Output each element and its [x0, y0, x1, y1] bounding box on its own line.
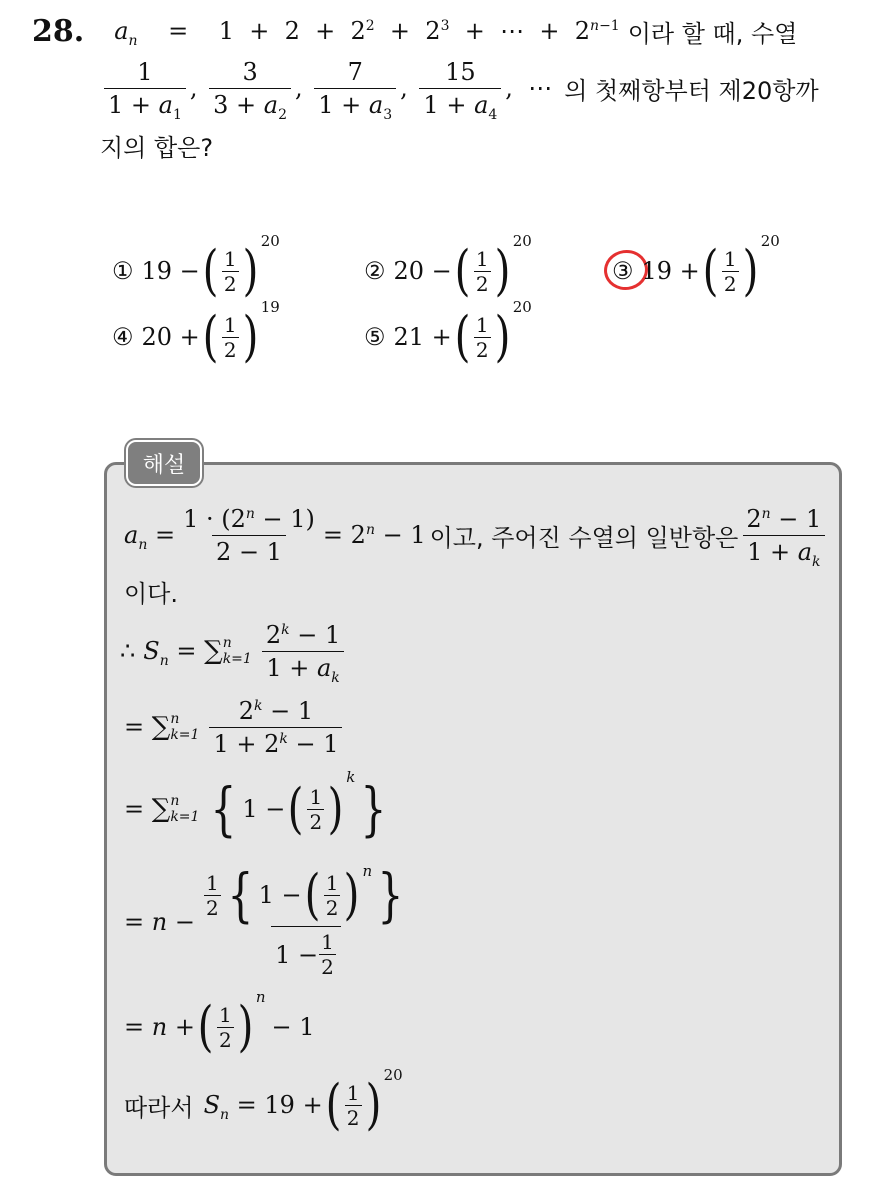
- solution-tab: 해설: [126, 440, 202, 486]
- choice-4-mark: ④: [112, 323, 134, 351]
- solution-line-2: 이다.: [124, 579, 178, 608]
- seq-term-2: $\frac{3}{3 + a_2}$: [209, 58, 291, 119]
- solution-text-1: 이고, 주어진 수열의 일반항은: [429, 523, 739, 552]
- seq-term-3: $\frac{7}{1 + a_3}$: [314, 58, 396, 119]
- question-line-1: [32, 14, 797, 48]
- solution-line-4: = ∑ n k=1 $\frac{2^k - 1}{1 + 2^k - 1}$: [124, 694, 346, 760]
- solution-line-7: = n + ( $\frac{1}{2}$ ) n − 1: [124, 988, 315, 1058]
- solution-final: 따라서 $S_n = 19$ + ( $\frac{1}{2}$ ) 20: [124, 1066, 403, 1136]
- choice-5[interactable]: ⑤ 21 + ( $\frac{1}{2}$ ) 20: [364, 298, 532, 368]
- solution-final-text: 따라서: [124, 1093, 194, 1122]
- sequence-definition: $a_n$ = $1 + 2 + 2^2 + 2^3$ + ⋯ + $2^{n-1}$: [114, 17, 620, 49]
- solution-line-6: = n − $\frac{1}{2}$ { 1 − ( $\frac{1}{2}$ ) n } 1 − $\frac{1}{2}$: [124, 861, 404, 979]
- question-text-2: 의 첫째항부터 제20항까: [564, 76, 819, 105]
- question-text-3: 지의 합은?: [100, 133, 214, 162]
- choice-2-mark: ②: [364, 257, 386, 285]
- ellipsis: ⋯: [528, 74, 553, 102]
- question-line-2: $\frac{1}{1 + a_1}$ , $\frac{3}{3 + a_2}$ , $\frac{7}{1 + a_3}$ , $\frac{15}{1 + a_4}$ , ⋯ 의 첫째항부터 제20항까: [100, 52, 819, 124]
- choice-5-mark: ⑤: [364, 323, 386, 351]
- question-number: 28.: [32, 13, 85, 49]
- choice-3[interactable]: ③ 19 + ( $\frac{1}{2}$ ) 20: [612, 232, 780, 302]
- question-text-1: 이라 할 때, 수열: [627, 19, 798, 48]
- choice-3-mark: ③: [612, 257, 634, 285]
- choice-1-mark: ①: [112, 257, 134, 285]
- choice-2[interactable]: ② 20 − ( $\frac{1}{2}$ ) 20: [364, 232, 532, 302]
- solution-line-3: ∴ $S_n$ = ∑ n k=1 $\frac{2^k - 1}{1 + a_k}$: [120, 618, 348, 684]
- choice-4[interactable]: ④ 20 + ( $\frac{1}{2}$ ) 19: [112, 298, 280, 368]
- choice-1[interactable]: ① 19 − ( $\frac{1}{2}$ ) 20: [112, 232, 280, 302]
- question-line-3: [100, 128, 213, 162]
- solution-line-1: $a_n$ = $\frac{1 \cdot (2^n - 1)}{2 - 1}$ = $2^n - 1$ 이고, 주어진 수열의 일반항은 $\frac{2^n - 1}{1 + a_k}$: [124, 500, 829, 570]
- seq-term-1: $\frac{1}{1 + a_1}$: [104, 58, 186, 119]
- seq-term-4: $\frac{15}{1 + a_4}$: [419, 58, 501, 119]
- solution-line-5: = ∑ n k=1 { 1 − ( $\frac{1}{2}$ ) k }: [124, 768, 387, 843]
